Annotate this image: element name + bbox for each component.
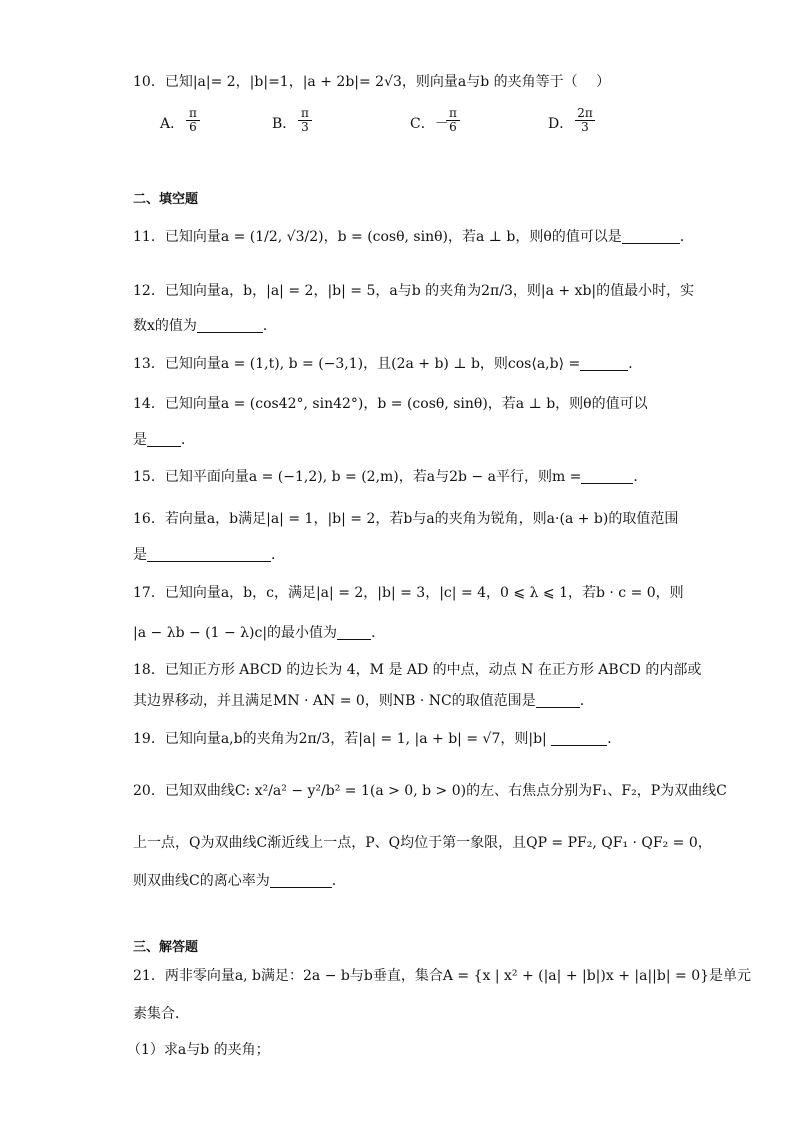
question-16-line-2 bbox=[133, 545, 285, 565]
question-10: 10．已知|a|= 2，|b|=1，|a + 2b|= 2√3，则向量a与b 的夹角等于（ ） bbox=[133, 74, 611, 90]
q19-end: ． bbox=[607, 731, 622, 747]
q16-text: 是 bbox=[133, 547, 147, 563]
q19-answer-blank[interactable] bbox=[551, 731, 607, 746]
q10-option-b bbox=[272, 114, 296, 134]
q13-text: 13．已知向量a = (1,t), b = (−3,1)，且(2a + b) ⊥ b，则cos⟨a,b⟩ = bbox=[133, 356, 581, 372]
section-answer-title: 三、解答题 bbox=[133, 940, 199, 955]
q10-option-d bbox=[548, 114, 573, 134]
q20-answer-blank[interactable] bbox=[270, 873, 332, 888]
question-17-line-2 bbox=[133, 623, 385, 643]
q11-end: ． bbox=[679, 229, 694, 245]
q13-answer-blank[interactable] bbox=[580, 356, 628, 371]
q12-text: 数x的值为 bbox=[133, 318, 197, 334]
question-20-line-1: 20．已知双曲线C: x²/a² − y²/b² = 1(a > 0, b > 0)的左、右焦点分别为F₁、F₂，P为双曲线C bbox=[133, 783, 727, 799]
q15-end: ． bbox=[633, 469, 648, 485]
q10-option-b-num: π bbox=[301, 106, 309, 120]
q11-text: 11．已知向量a = (1/2, √3/2)，b = (cosθ, sinθ)，若a ⊥ b，则θ的值可以是 bbox=[133, 229, 622, 245]
question-15 bbox=[133, 467, 647, 487]
question-20-line-3 bbox=[133, 871, 346, 891]
question-16-line-1: 16．若向量a，b满足|a| = 1，|b| = 2，若b与a的夹角为锐角，则a·(a + b)的取值范围 bbox=[133, 511, 679, 527]
q18-end: ． bbox=[579, 693, 594, 709]
q10-option-a-num: π bbox=[189, 106, 197, 120]
q16-answer-blank[interactable] bbox=[147, 547, 271, 562]
q10-option-a-label: A． bbox=[160, 116, 185, 132]
q10-option-b-fraction bbox=[298, 107, 312, 134]
q20-text: 则双曲线C的离心率为 bbox=[133, 873, 270, 889]
section-fill-in-title: 二、填空题 bbox=[133, 192, 199, 207]
q10-option-d-fraction bbox=[575, 107, 595, 134]
q15-answer-blank[interactable] bbox=[581, 469, 633, 484]
q10-option-d-den: 3 bbox=[575, 120, 595, 134]
question-12-line-1: 12．已知向量a，b，|a| = 2，|b| = 5，a与b 的夹角为2π/3，则|a + xb|的值最小时，实 bbox=[133, 283, 695, 299]
q17-text: |a − λb − (1 − λ)c|的最小值为 bbox=[133, 625, 338, 641]
question-14-line-2 bbox=[133, 430, 195, 450]
q15-text: 15．已知平面向量a = (−1,2), b = (2,m)，若a与2b − a平行，则m = bbox=[133, 469, 582, 485]
q16-end: ． bbox=[271, 547, 285, 563]
q10-option-b-den: 3 bbox=[298, 120, 312, 134]
q10-option-c bbox=[410, 114, 449, 134]
q10-option-c-fraction bbox=[446, 107, 460, 134]
question-14-line-1: 14．已知向量a = (cos42°, sin42°)，b = (cosθ, sinθ)，若a ⊥ b，则θ的值可以 bbox=[133, 396, 648, 412]
q10-option-d-label: D． bbox=[548, 116, 574, 132]
q13-end: ． bbox=[628, 356, 643, 372]
question-13 bbox=[133, 354, 642, 374]
question-11 bbox=[133, 227, 694, 247]
q10-option-c-sign: － bbox=[434, 116, 449, 132]
q10-option-a bbox=[160, 114, 184, 134]
q18-text: 其边界移动，并且满足MN · AN = 0，则NB · NC的取值范围是 bbox=[133, 693, 536, 709]
q10-option-d-num: 2π bbox=[577, 106, 593, 120]
question-21-subquestion-1: （1）求a与b 的夹角； bbox=[127, 1042, 270, 1058]
question-21-line-2: 素集合． bbox=[133, 1006, 189, 1022]
q18-answer-blank[interactable] bbox=[536, 693, 580, 708]
question-17-line-1: 17．已知向量a，b，c，满足|a| = 2，|b| = 3，|c| = 4，0 ⩽ λ ⩽ 1，若b · c = 0，则 bbox=[133, 585, 684, 601]
question-18-line-2 bbox=[133, 691, 594, 711]
q12-answer-blank[interactable] bbox=[197, 318, 263, 333]
question-18-line-1: 18．已知正方形 ABCD 的边长为 4，M 是 AD 的中点，动点 N 在正方形 ABCD 的内部或 bbox=[133, 662, 702, 678]
q14-text: 是 bbox=[133, 432, 147, 448]
q12-end: ． bbox=[262, 318, 277, 334]
q10-option-c-label: C． bbox=[410, 116, 435, 132]
q19-text: 19．已知向量a,b的夹角为2π/3，若|a| = 1, |a + b| = √7，则|b| bbox=[133, 731, 547, 747]
q14-answer-blank[interactable] bbox=[147, 432, 181, 447]
q14-end: ． bbox=[181, 432, 195, 448]
q10-option-a-den: 6 bbox=[186, 120, 200, 134]
q20-end: ． bbox=[331, 873, 346, 889]
q10-option-b-label: B． bbox=[272, 116, 297, 132]
question-20-line-2: 上一点，Q为双曲线C渐近线上一点，P、Q均位于第一象限，且QP = PF₂, QF₁ · QF₂ = 0， bbox=[133, 835, 712, 851]
q10-option-a-fraction bbox=[186, 107, 200, 134]
q17-end: ． bbox=[371, 625, 386, 641]
question-19 bbox=[133, 729, 621, 749]
q11-answer-blank[interactable] bbox=[622, 229, 680, 244]
question-21-line-1: 21．两非零向量a, b满足：2a − b与b垂直，集合A = {x | x² + (|a| + |b|)x + |a||b| = 0}是单元 bbox=[133, 968, 752, 984]
q10-option-c-num: π bbox=[449, 106, 457, 120]
q17-answer-blank[interactable] bbox=[337, 625, 371, 640]
q10-option-c-den: 6 bbox=[446, 120, 460, 134]
question-12-line-2 bbox=[133, 316, 277, 336]
